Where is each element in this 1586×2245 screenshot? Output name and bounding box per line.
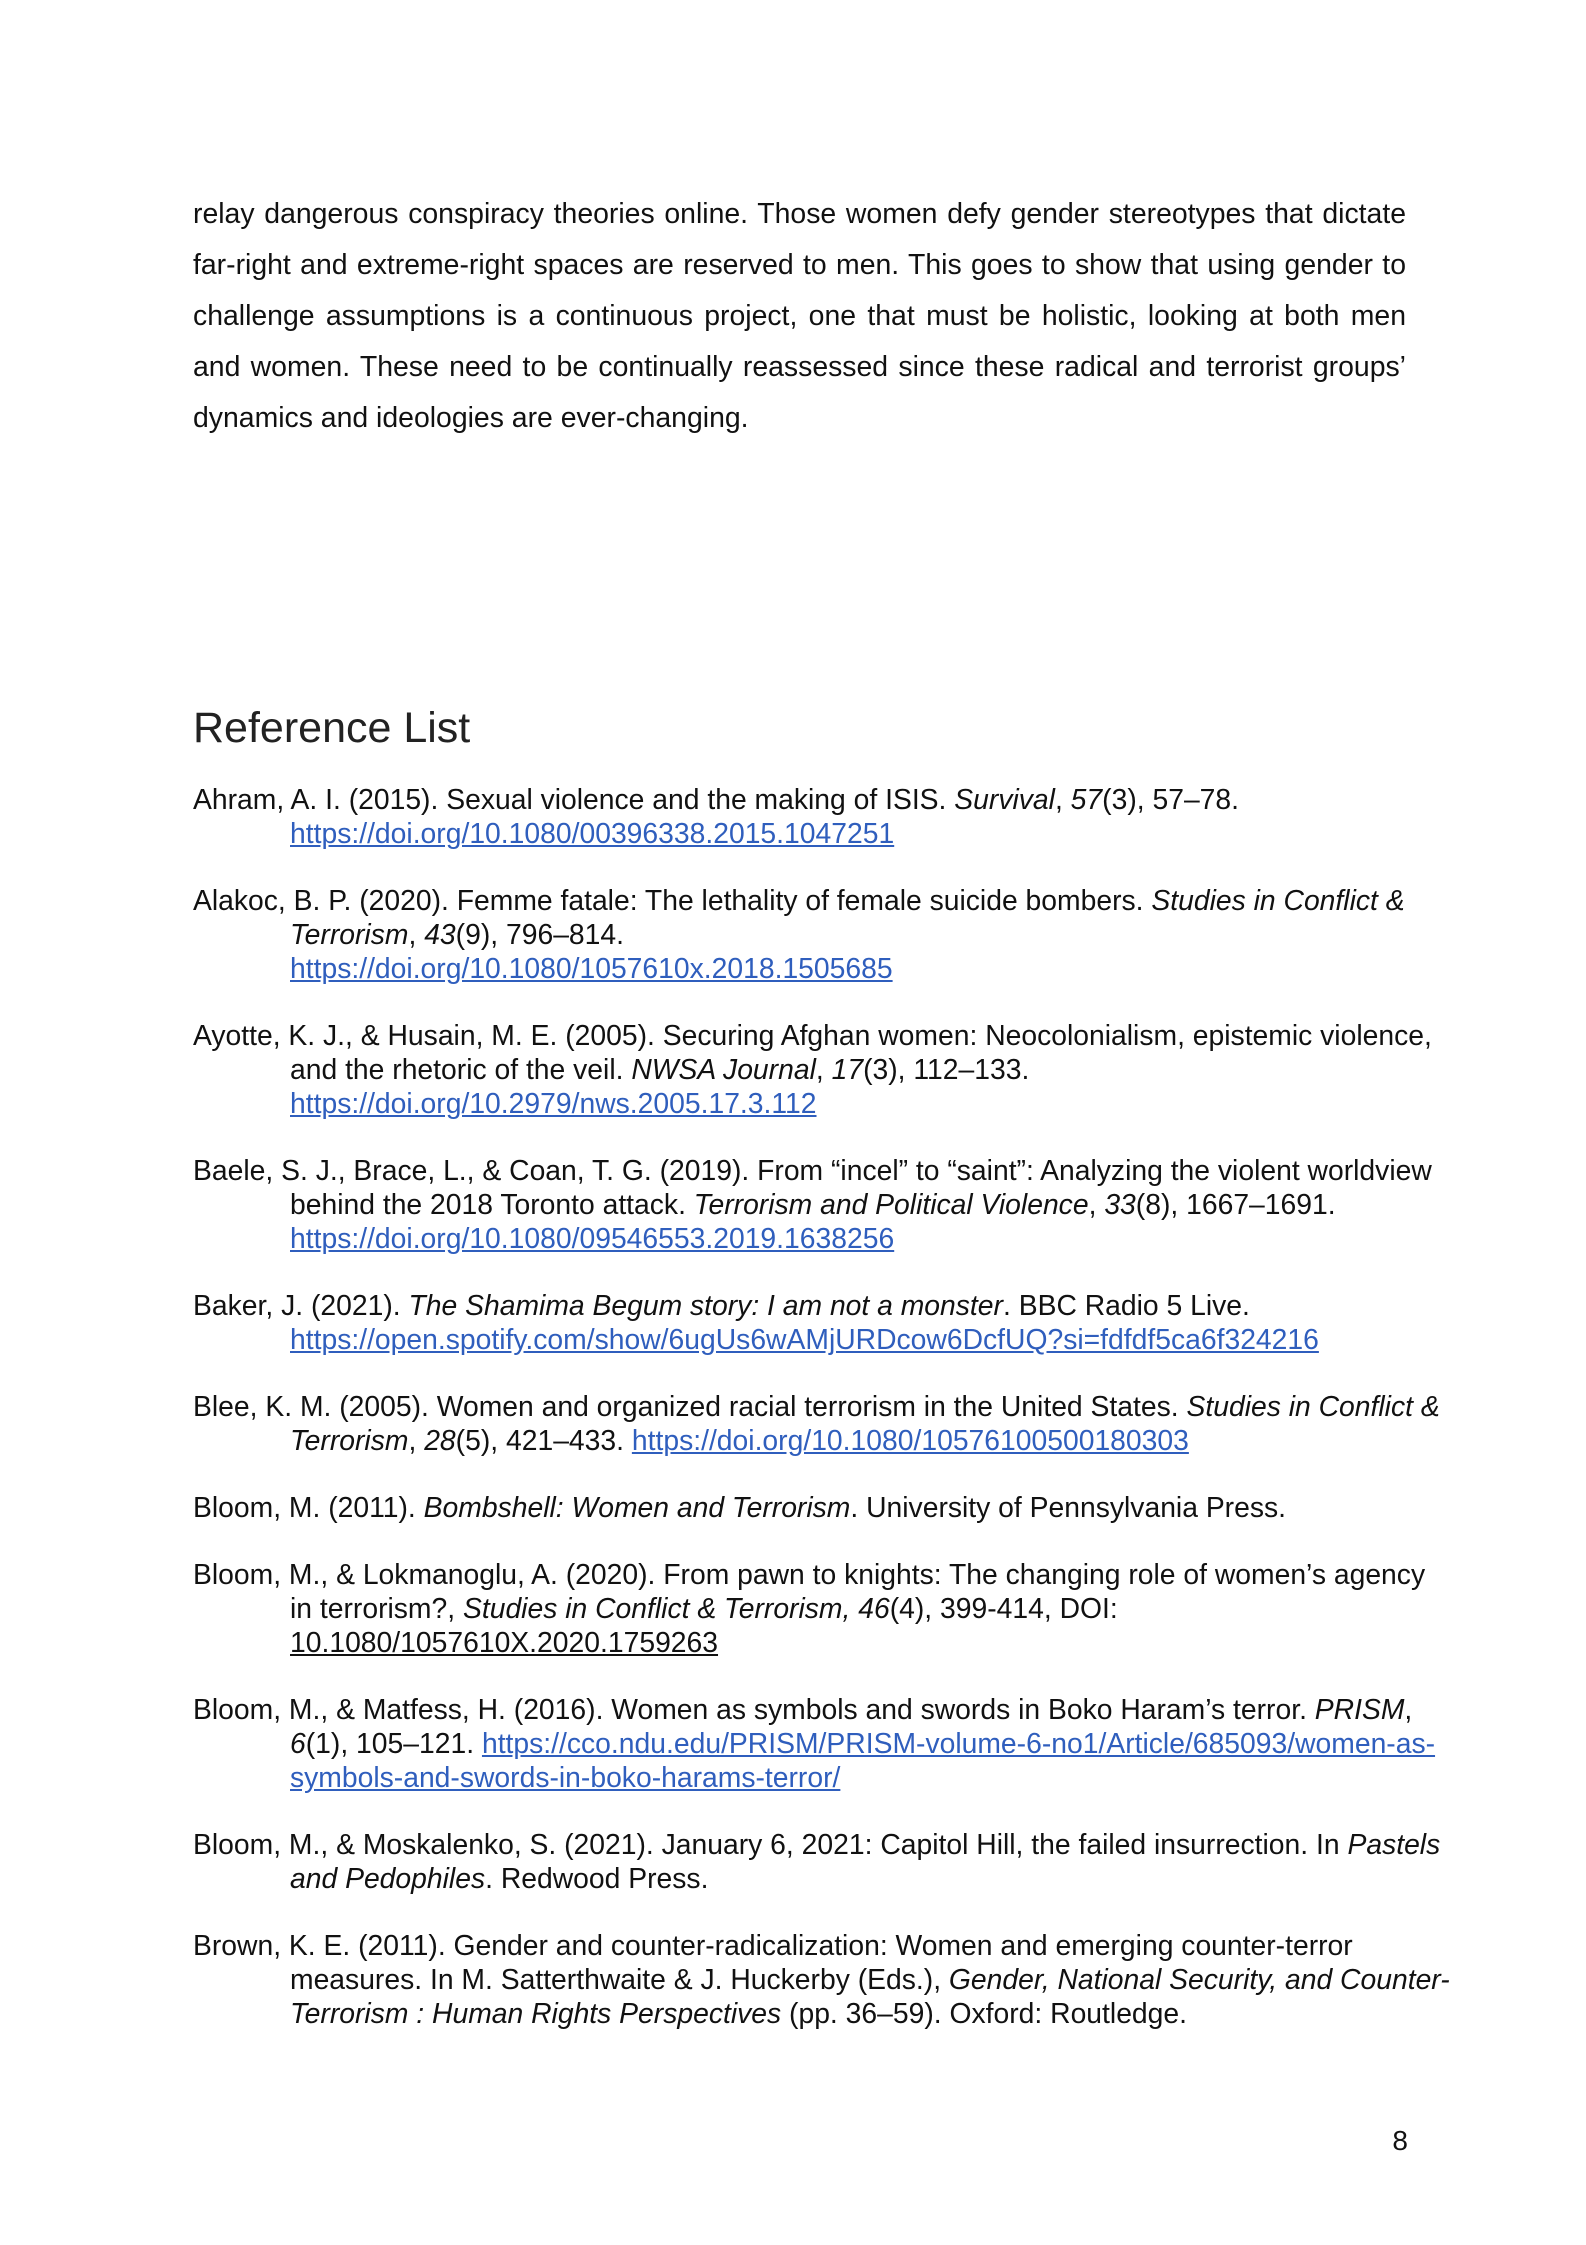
reference-link[interactable]: https://doi.org/10.1080/1057610x.2018.1505685: [290, 952, 893, 984]
reference-link[interactable]: https://open.spotify.com/show/6ugUs6wAMjURDcow6DcfUQ?si=fdfdf5ca6f324216: [290, 1323, 1319, 1355]
reference-entry: Bloom, M. (2011). Bombshell: Women and Terrorism. University of Pennsylvania Press.: [193, 1491, 1287, 1523]
reference-entry: Blee, K. M. (2005). Women and organized racial terrorism in the United States. Studies in Conflict & Terrorism, 28(5), 421–433. https://doi.org/10.1080/10576100500180303: [193, 1390, 1440, 1456]
reference-entry: Baele, S. J., Brace, L., & Coan, T. G. (2019). From “incel” to “saint”: Analyzing the violent worldview behind the 2018 Toronto attack. Terrorism and Political Violence, 33(8), 1667–1691. https://doi.org/10.1080/09546553.2019.1638256: [193, 1154, 1432, 1254]
reference-link[interactable]: https://doi.org/10.2979/nws.2005.17.3.112: [290, 1087, 817, 1119]
reference-entry: Ahram, A. I. (2015). Sexual violence and the making of ISIS. Survival, 57(3), 57–78. https://doi.org/10.1080/00396338.2015.1047251: [193, 783, 1240, 849]
reference-link[interactable]: https://doi.org/10.1080/00396338.2015.1047251: [290, 817, 895, 849]
reference-link[interactable]: https://doi.org/10.1080/09546553.2019.1638256: [290, 1222, 895, 1254]
page-number: 8: [1392, 2125, 1408, 2156]
reference-entry: Bloom, M., & Matfess, H. (2016). Women as symbols and swords in Boko Haram’s terror. PRISM, 6(1), 105–121. https://cco.ndu.edu/PRISM/PRISM-volume-6-no1/Article/685093/women-as-symbols-and-swords-in-boko-harams-terror/: [193, 1693, 1436, 1793]
reference-entry: Brown, K. E. (2011). Gender and counter-radicalization: Women and emerging counter-terror measures. In M. Satterthwaite & J. Huckerby (Eds.), Gender, National Security, and Counter-Terrorism : Human Rights Perspectives (pp. 36–59). Oxford: Routledge.: [193, 1929, 1450, 2029]
body-paragraph: relay dangerous conspiracy theories online. Those women defy gender stereotypes that dictate far-right and extreme-right spaces are reserved to men. This goes to show that using gender to challenge assumptions is a continuous project, one that must be holistic, looking at both men and women. These need to be continually reassessed since these radical and terrorist groups’ dynamics and ideologies are ever-changing.: [193, 198, 1406, 434]
reference-doi-link[interactable]: 10.1080/1057610X.2020.1759263: [290, 1626, 719, 1658]
reference-list: [193, 782, 1453, 2063]
reference-entry: Bloom, M., & Moskalenko, S. (2021). January 6, 2021: Capitol Hill, the failed insurrection. In Pastels and Pedophiles. Redwood Press.: [193, 1828, 1441, 1894]
reference-link[interactable]: https://doi.org/10.1080/10576100500180303: [631, 1424, 1189, 1456]
reference-link[interactable]: https://cco.ndu.edu/PRISM/PRISM-volume-6-no1/Article/685093/women-as-symbols-and-swords-in-boko-harams-terror/: [290, 1727, 1436, 1793]
reference-list-heading: Reference List: [193, 704, 471, 752]
reference-entry: Baker, J. (2021). The Shamima Begum story: I am not a monster. BBC Radio 5 Live. https://open.spotify.com/show/6ugUs6wAMjURDcow6DcfUQ?si=fdfdf5ca6f324216: [193, 1289, 1319, 1355]
reference-entry: Bloom, M., & Lokmanoglu, A. (2020). From pawn to knights: The changing role of women’s agency in terrorism?, Studies in Conflict & Terrorism, 46(4), 399-414, DOI: 10.1080/1057610X.2020.1759263: [193, 1558, 1426, 1658]
reference-entry: Ayotte, K. J., & Husain, M. E. (2005). Securing Afghan women: Neocolonialism, epistemic violence, and the rhetoric of the veil. NWSA Journal, 17(3), 112–133. https://doi.org/10.2979/nws.2005.17.3.112: [193, 1019, 1432, 1119]
reference-entry: Alakoc, B. P. (2020). Femme fatale: The lethality of female suicide bombers. Studies in Conflict & Terrorism, 43(9), 796–814. https://doi.org/10.1080/1057610x.2018.1505685: [193, 884, 1405, 984]
